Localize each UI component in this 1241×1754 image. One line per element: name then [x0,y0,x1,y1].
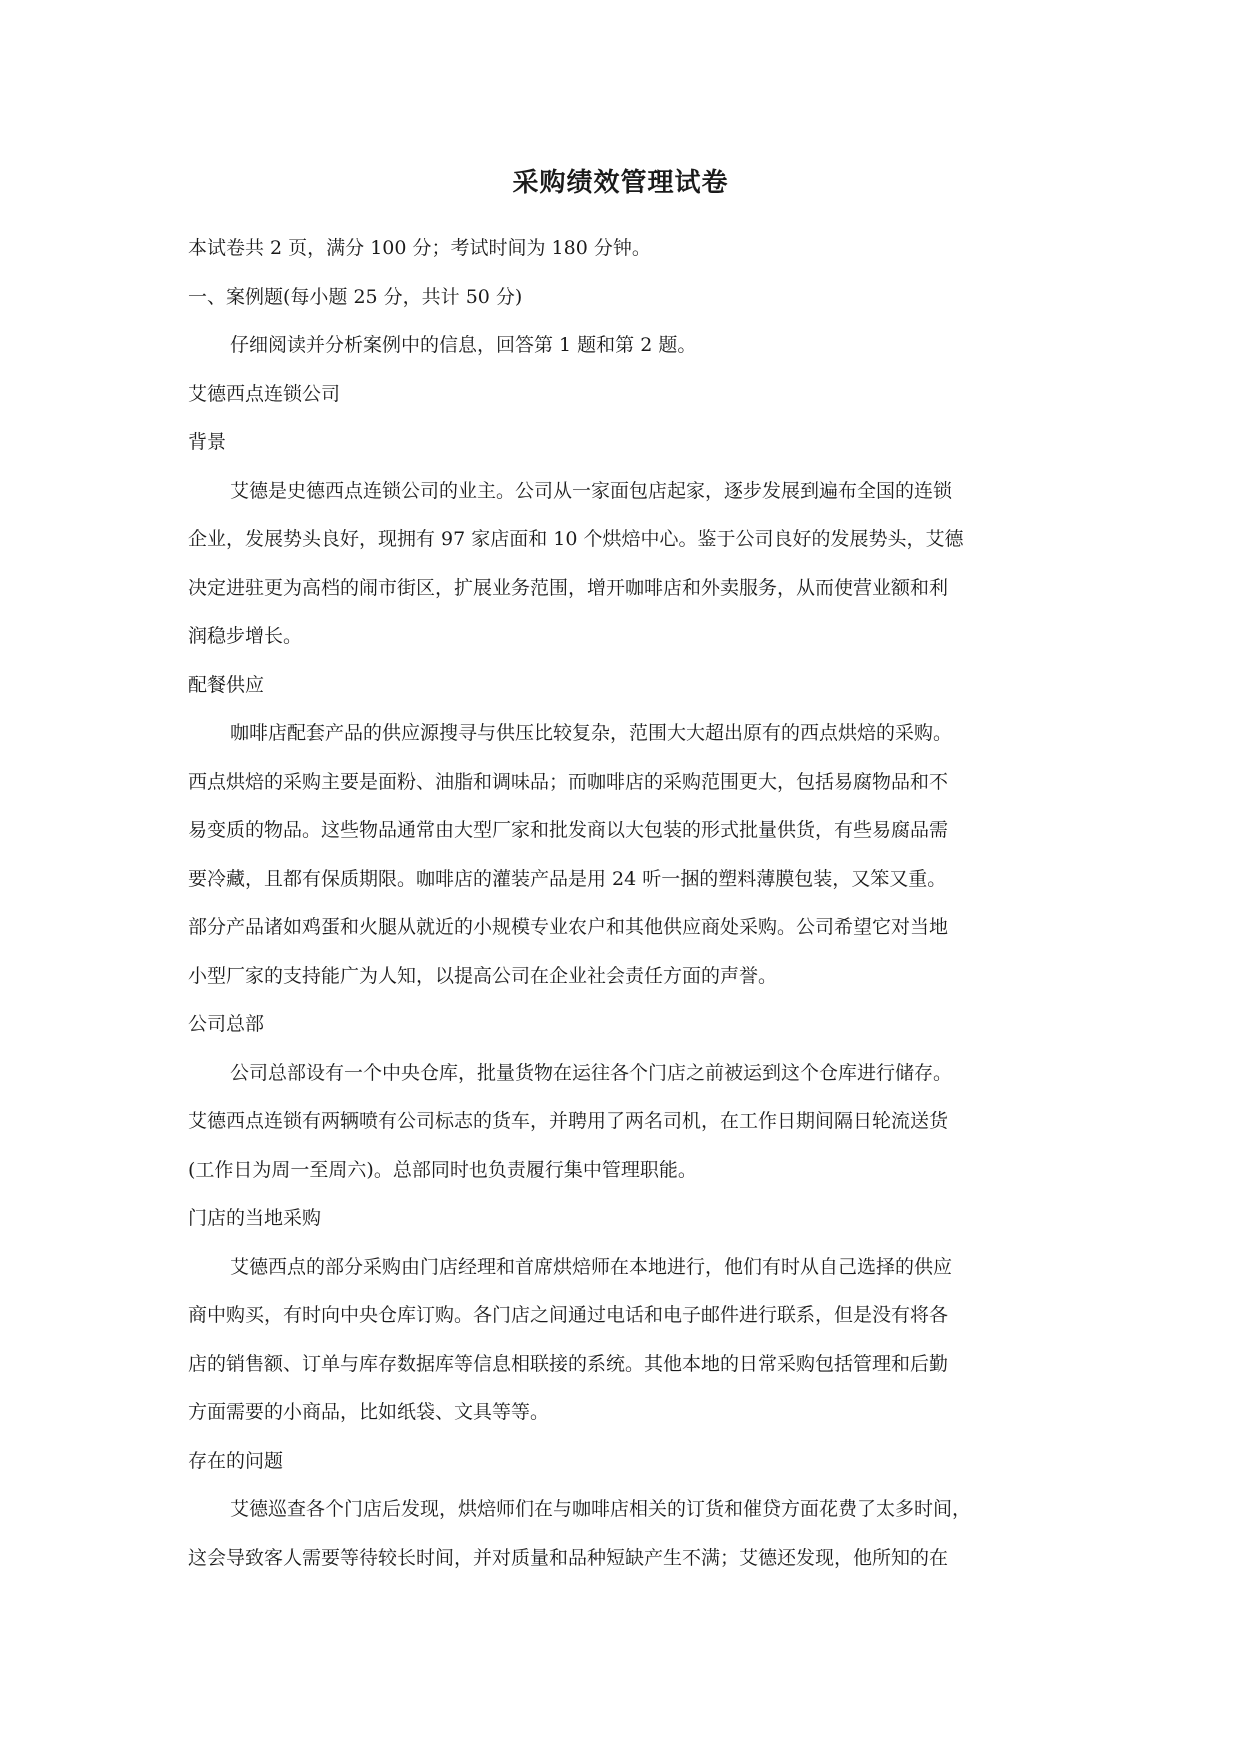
text-line: 艾德西点连锁有两辆喷有公司标志的货车，并聘用了两名司机，在工作日期间隔日轮流送货 [188,1110,949,1132]
text-line: 配餐供应 [188,673,265,696]
text-line: 艾德西点的部分采购由门店经理和首席烘焙师在本地进行，他们有时从自己选择的供应 [230,1255,953,1278]
text-line: 背景 [188,431,227,453]
document-title: 采购绩效管理试卷 [512,168,729,198]
text-line: 艾德巡查各个门店后发现，烘焙师们在与咖啡店相关的订货和催贷方面花费了太多时间， [230,1498,972,1520]
text-line: 本试卷共 2 页，满分 100 分；考试时间为 180 分钟。 [188,237,651,259]
text-line: 艾德西点连锁公司 [188,382,341,405]
text-line: 部分产品诸如鸡蛋和火腿从就近的小规模专业农户和其他供应商处采购。公司希望它对当地 [188,916,949,938]
text-line: 公司总部设有一个中央仓库，批量货物在运往各个门店之前被运到这个仓库进行储存。 [230,1061,953,1084]
text-line: 润稳步增长。 [188,625,303,647]
text-line: 要冷藏，且都有保质期限。咖啡店的灌装产品是用 24 听一捆的塑料薄膜包装，又笨又重。 [188,867,947,890]
document-body [188,224,1088,1582]
text-line: 艾德是史德西点连锁公司的业主。公司从一家面包店起家，逐步发展到遍布全国的连锁 [230,479,953,502]
text-line: 商中购买，有时向中央仓库订购。各门店之间通过电话和电子邮件进行联系，但是没有将各 [188,1304,949,1326]
text-line: 咖啡店配套产品的供应源搜寻与供压比较复杂，范围大大超出原有的西点烘焙的采购。 [230,722,953,744]
text-line: 决定进驻更为高档的闹市街区，扩展业务范围，增开咖啡店和外卖服务，从而使营业额和利 [188,576,949,599]
text-line: 易变质的物品。这些物品通常由大型厂家和批发商以大包装的形式批量供货，有些易腐品需 [188,819,949,841]
text-line: 方面需要的小商品，比如纸袋、文具等等。 [188,1401,550,1423]
text-line: 公司总部 [188,1013,265,1035]
text-line: 门店的当地采购 [188,1207,322,1229]
text-line: 这会导致客人需要等待较长时间，并对质量和品种短缺产生不满；艾德还发现，他所知的在 [188,1546,949,1569]
text-line: 存在的问题 [188,1449,284,1472]
text-line: 小型厂家的支持能广为人知，以提高公司在企业社会责任方面的声誉。 [188,964,778,987]
text-line: 店的销售额、订单与库存数据库等信息相联接的系统。其他本地的日常采购包括管理和后勤 [188,1352,949,1375]
text-line: 仔细阅读并分析案例中的信息，回答第 1 题和第 2 题。 [230,334,697,356]
text-line: (工作日为周一至周六)。总部同时也负责履行集中管理职能。 [188,1158,697,1181]
text-line: 企业，发展势头良好，现拥有 97 家店面和 10 个烘焙中心。鉴于公司良好的发展势头，艾德 [188,528,964,550]
text-line: 西点烘焙的采购主要是面粉、油脂和调味品；而咖啡店的采购范围更大，包括易腐物品和不 [188,770,949,793]
text-line: 一、案例题(每小题 25 分，共计 50 分) [188,285,523,308]
